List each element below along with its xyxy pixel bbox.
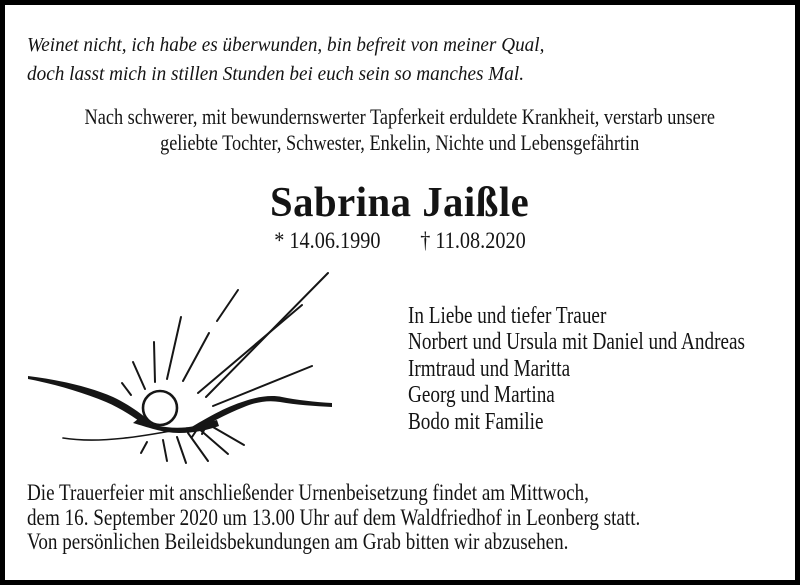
funeral-line: dem 16. September 2020 um 13.00 Uhr auf dem Waldfriedhof in Leonberg statt. [27, 504, 641, 530]
announcement-line: geliebte Tochter, Schwester, Enkelin, Nichte und Lebensgefährtin [160, 129, 640, 155]
funeral-line: Die Trauerfeier mit anschließender Urnenbeisetzung findet am Mittwoch, [27, 480, 589, 505]
funeral-details [27, 481, 766, 555]
left-hill-stroke [28, 376, 152, 426]
setting-sun-drawing [20, 264, 335, 476]
mourner-line: In Liebe und tiefer Trauer [408, 303, 607, 329]
poem-line: Weinet nicht, ich habe es überwunden, bin befreit von meiner Qual, [27, 34, 545, 56]
mourner-line: Norbert und Ursula mit Daniel und Andreas [408, 329, 745, 356]
mourner-line: Georg und Martina [408, 382, 555, 409]
mourner-line: Irmtraud und Maritta [408, 355, 571, 382]
birth-date: * 14.06.1990 [273, 228, 381, 253]
deceased-name: Sabrina Jaißle [270, 180, 530, 226]
death-date: † 11.08.2020 [420, 228, 527, 253]
poem-line: doch lasst mich in stillen Stunden bei euch sein so manches Mal. [27, 63, 524, 85]
announcement-line: Nach schwerer, mit bewundernswerter Tapferkeit erduldete Krankheit, verstarb unsere [84, 104, 716, 129]
life-dates [5, 228, 795, 254]
sun-rays-upper [122, 273, 328, 406]
mourner-line: Bodo mit Familie [408, 408, 544, 435]
mourners-list [408, 303, 800, 435]
epitaph-poem [27, 31, 566, 89]
funeral-line: Von persönlichen Beileidsbekundungen am Grab bitten wir abzusehen. [27, 529, 569, 554]
death-announcement [5, 104, 795, 155]
